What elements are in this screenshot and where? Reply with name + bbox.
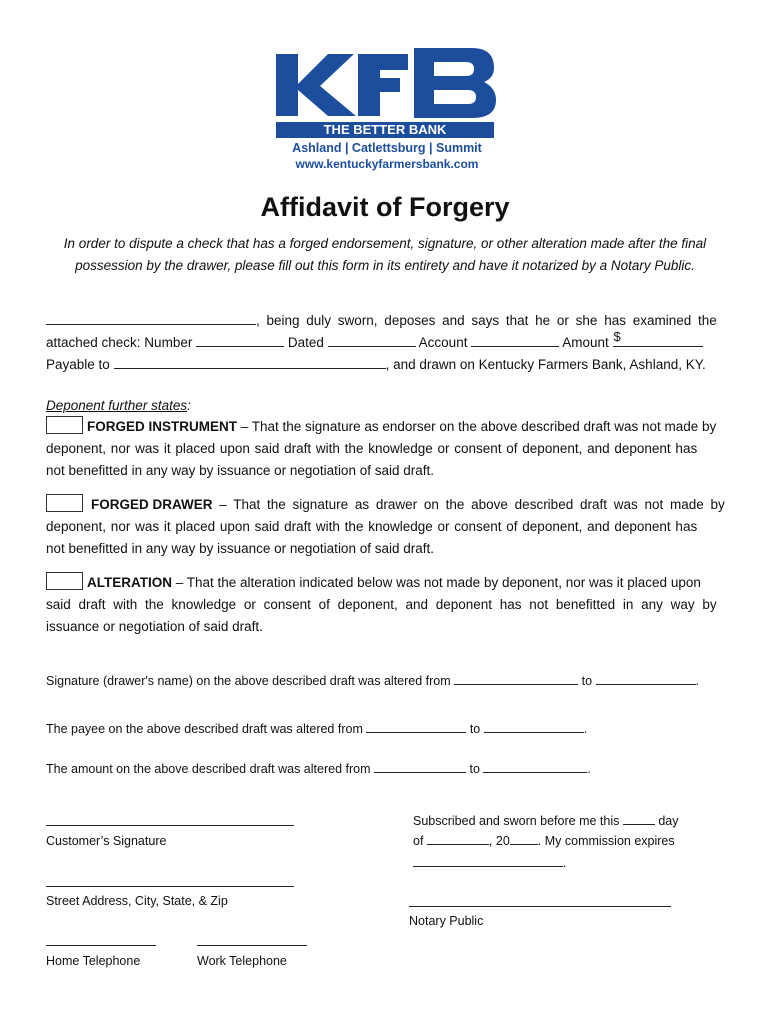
option-forged-drawer: FORGED DRAWER – That the signature as drawer on the above described draft was not made by deponent, nor was it placed upon said draft with the knowledge or consent of deponent, and deponent has not benefitted in any way by issuance or negotiation of said draft. <box>46 494 726 560</box>
option-forged-instrument: FORGED INSTRUMENT – That the signature as endorser on the above described draft was not made by deponent, nor was it placed upon said draft with the knowledge or consent of deponent, and deponent has not benefitted in any way by issuance or negotiation of said draft. <box>46 416 726 482</box>
amount-altered-row: The amount on the above described draft was altered from to . <box>46 762 591 776</box>
logo-branches: Ashland | Catlettsburg | Summit <box>292 141 482 155</box>
signature-from-field[interactable] <box>454 672 578 685</box>
check-number-label: attached check: Number <box>46 335 193 350</box>
sworn-part1: , being duly sworn, deposes and says that he or she has examined the <box>256 313 717 328</box>
amount-label: Amount <box>562 335 609 350</box>
account-field[interactable] <box>471 332 559 347</box>
work-phone-label: Work Telephone <box>197 954 287 968</box>
customer-signature-label: Customer’s Signature <box>46 834 167 848</box>
option-heading: FORGED DRAWER <box>91 497 213 512</box>
payee-from-field[interactable] <box>366 720 466 733</box>
forged-drawer-checkbox[interactable] <box>46 494 83 512</box>
forged-instrument-checkbox[interactable] <box>46 416 83 434</box>
work-phone-line[interactable] <box>197 945 307 946</box>
bank-logo <box>276 31 498 174</box>
option-alteration: ALTERATION – That the alteration indicated below was not made by deponent, nor was it placed upon said draft with the knowledge or consent of deponent, and deponent has not benefitted in any way by issuance or negotiation of said draft. <box>46 572 726 638</box>
payee-to-field[interactable] <box>484 720 584 733</box>
notary-signature-line[interactable] <box>409 906 671 907</box>
alteration-checkbox[interactable] <box>46 572 83 590</box>
dollar-sign: $ <box>613 329 621 344</box>
payable-label: Payable to <box>46 357 110 372</box>
commission-expires-field[interactable] <box>413 854 563 867</box>
dated-label: Dated <box>287 335 324 350</box>
option-heading: ALTERATION <box>87 575 172 590</box>
sworn-statement <box>46 310 726 376</box>
year-field[interactable] <box>510 832 538 845</box>
amount-to-field[interactable] <box>483 760 587 773</box>
logo-letters: KFB <box>276 31 308 48</box>
dated-field[interactable] <box>328 332 416 347</box>
customer-signature-line[interactable] <box>46 825 294 826</box>
payee-altered-row: The payee on the above described draft was altered from to . <box>46 722 588 736</box>
page-title: Affidavit of Forgery <box>260 192 510 222</box>
amount-from-field[interactable] <box>374 760 466 773</box>
notary-label: Notary Public <box>409 914 484 928</box>
intro-text: In order to dispute a check that has a forged endorsement, signature, or other alteration made after the final possession by the drawer, please fill out this form in its entirety and have it notarized by a Notary Public. <box>63 236 707 273</box>
home-phone-line[interactable] <box>46 945 156 946</box>
amount-field[interactable] <box>613 329 703 347</box>
payable-to-field[interactable] <box>114 354 386 369</box>
home-phone-label: Home Telephone <box>46 954 141 968</box>
kfb-logo-icon <box>276 31 498 120</box>
account-label: Account <box>418 335 468 350</box>
address-label: Street Address, City, State, & Zip <box>46 894 228 908</box>
day-field[interactable] <box>623 812 655 825</box>
month-field[interactable] <box>427 832 489 845</box>
logo-website: www.kentuckyfarmersbank.com <box>295 157 479 171</box>
deponent-name-field[interactable] <box>46 310 256 325</box>
check-number-field[interactable] <box>196 332 284 347</box>
address-line[interactable] <box>46 886 294 887</box>
signature-to-field[interactable] <box>596 672 696 685</box>
drawn-text: , and drawn on Kentucky Farmers Bank, Ashland, KY. <box>385 357 706 372</box>
further-states-heading: Deponent further states: <box>46 398 191 413</box>
signature-altered-row: Signature (drawer's name) on the above described draft was altered from to . <box>46 674 700 688</box>
logo-tagline: THE BETTER BANK <box>276 122 494 138</box>
notary-block: Subscribed and sworn before me this day of , 20 . My commission expires . <box>413 814 679 870</box>
option-heading: FORGED INSTRUMENT <box>87 419 237 434</box>
